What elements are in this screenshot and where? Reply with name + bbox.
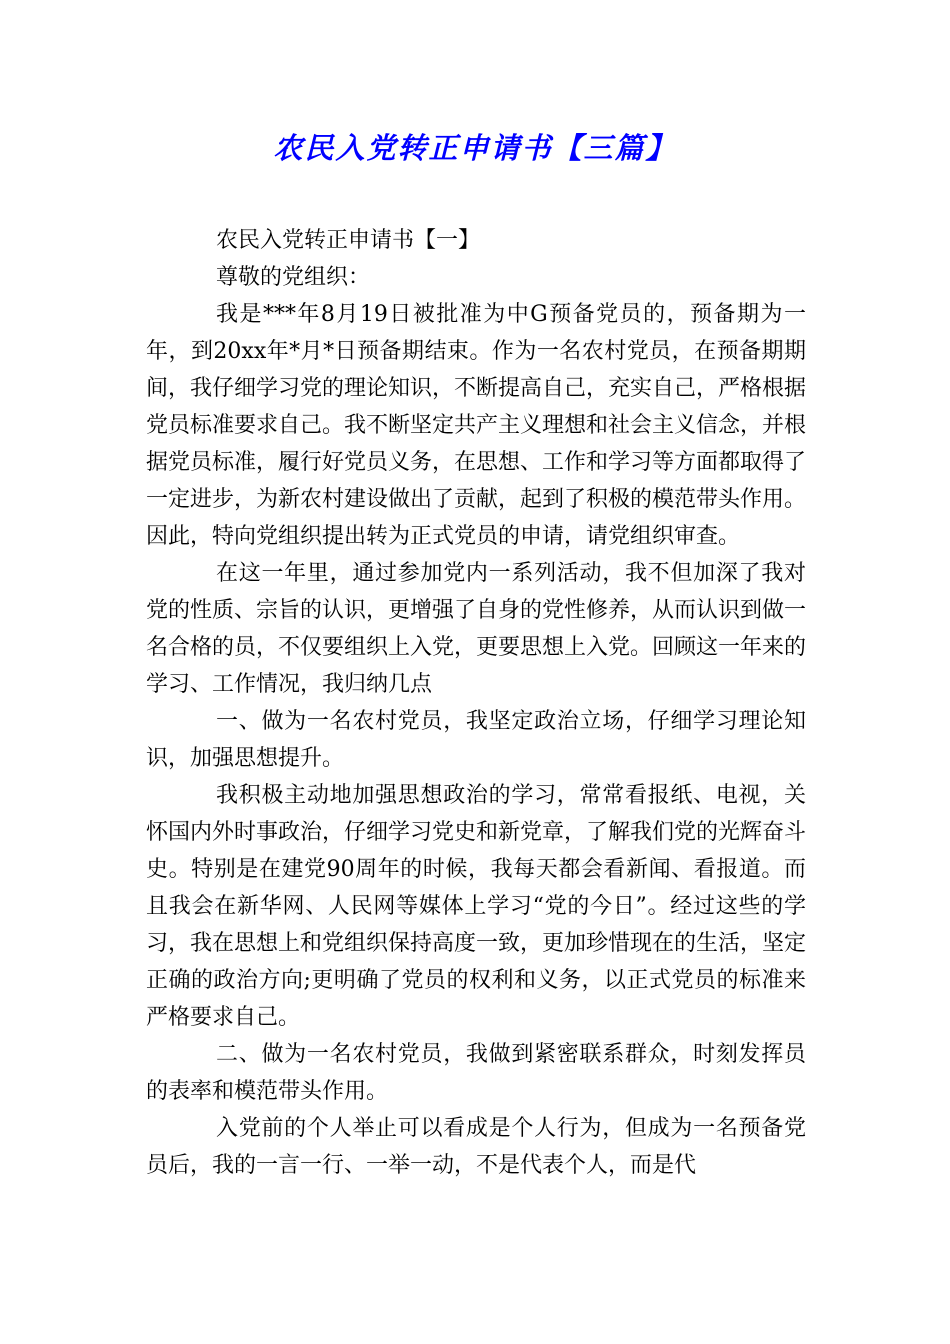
paragraph: 我积极主动地加强思想政治的学习，常常看报纸、电视，关怀国内外时事政治，仔细学习党史和新党章，了解我们党的光辉奋斗史。特别是在建党90周年的时候，我每天都会看新闻、看报道。而且我会在新华网、人民网等媒体上学习“党的今日”。经过这些的学习，我在思想上和党组织保持高度一致，更加珍惜现在的生活，坚定正确的政治方向;更明确了党员的权利和义务，以正式党员的标准来严格要求自己。 <box>146 783 807 1030</box>
document-title: 农民入党转正申请书【三篇】 <box>273 131 677 165</box>
document-body <box>146 222 806 1184</box>
section-heading: 农民入党转正申请书【一】 <box>216 228 481 253</box>
paragraph: 在这一年里，通过参加党内一系列活动，我不但加深了我对党的性质、宗旨的认识，更增强了自身的党性修养，从而认识到做一名合格的员，不仅要组织上入党，更要思想上入党。回顾这一年来的学习、工作情况，我归纳几点 <box>146 561 807 697</box>
salutation: 尊敬的党组织： <box>216 265 371 290</box>
paragraph: 一、做为一名农村党员，我坚定政治立场，仔细学习理论知识，加强思想提升。 <box>146 709 806 771</box>
paragraph: 入党前的个人举止可以看成是个人行为，但成为一名预备党员后，我的一言一行、一举一动，不是代表个人，而是代 <box>146 1116 806 1178</box>
paragraph: 二、做为一名农村党员，我做到紧密联系群众，时刻发挥员的表率和模范带头作用。 <box>146 1042 806 1104</box>
paragraph: 我是***年8月19日被批准为中G预备党员的，预备期为一年，到20xx年*月*日预备期结束。作为一名农村党员，在预备期期间，我仔细学习党的理论知识，不断提高自己，充实自己，严格根据党员标准要求自己。我不断坚定共产主义理想和社会主义信念，并根据党员标准，履行好党员义务，在思想、工作和学习等方面都取得了一定进步，为新农村建设做出了贡献，起到了积极的模范带头作用。因此，特向党组织提出转为正式党员的申请，请党组织审查。 <box>146 302 807 549</box>
